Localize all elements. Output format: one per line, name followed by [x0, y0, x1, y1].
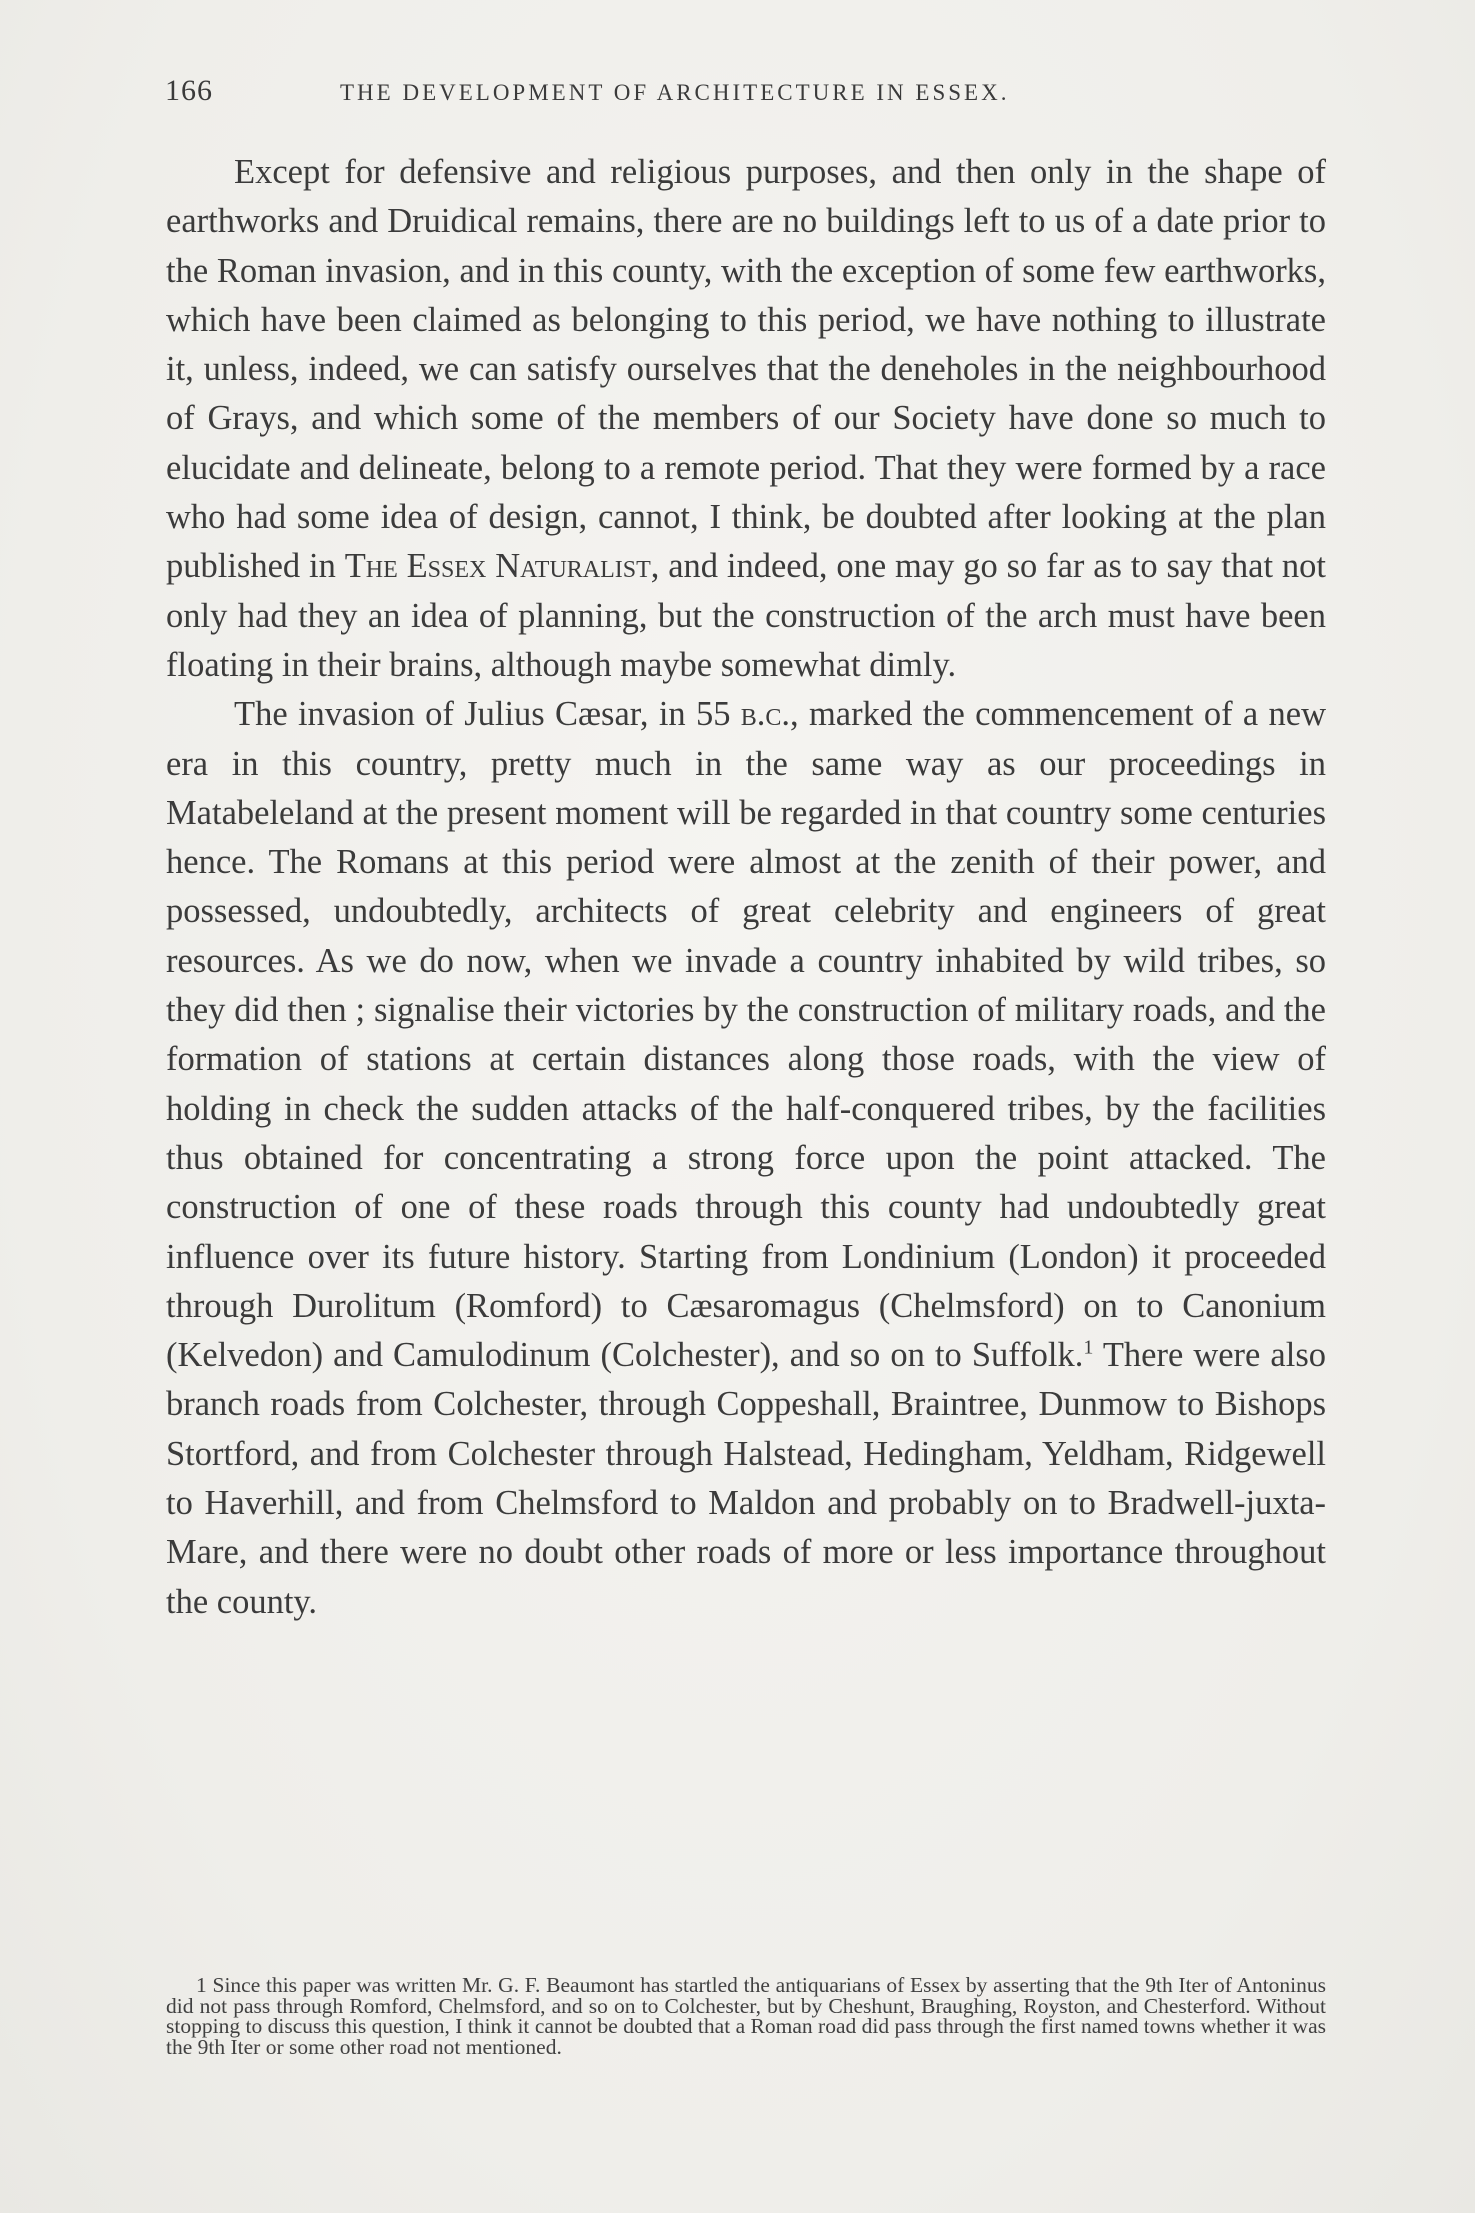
era-abbreviation: b.c.	[740, 695, 791, 734]
footnote-marker: 1	[196, 1973, 207, 1997]
footnote-text: Since this paper was written Mr. G. F. Beaumont has startled the antiquarians of Essex by asserting that the 9th Iter of Antoninus did not pass through Romford, Chelmsford, and so on to Colchester, but by Cheshunt, Braughing, Royston, and Chesterford. Without stopping to discuss this question, I think it cannot be doubted that a Roman road did pass through the first named towns whether it was the 9th Iter or some other road not mentioned.	[166, 1973, 1327, 2059]
paragraph-1-text-after: , and indeed, one may go so far as to say that not only had they an idea of planning, but the construction of the arch must have been floating in their brains, although maybe somewhat dimly.	[166, 547, 1326, 684]
footnote	[166, 1975, 1326, 2057]
page-number: 166	[165, 74, 213, 107]
journal-title: The Essex Naturalist	[344, 547, 651, 586]
paragraph-2-text-after: There were also branch roads from Colchester, through Coppeshall, Braintree, Dunmow to Bishops Stortford, and from Colchester through Halstead, Hedingham, Yeldham, Ridgewell to Haverhill, and from Chelmsford to Maldon and probably on to Bradwell-juxta-Mare, and there were no doubt other roads of more or less importance throughout the county.	[166, 1336, 1327, 1621]
footnote-reference[interactable]: 1	[1083, 1336, 1094, 1359]
paragraph-2-text-mid: , marked the commencement of a new era in this country, pretty much in the same way as our proceedings in Matabeleland at the present moment will be regarded in that country some centuries hence. The Romans at this period were almost at the zenith of their power, and possessed, undoubtedly, architects of great celebrity and engineers of great resources. As we do now, when we invade a country inhabited by wild tribes, so they did then ; signalise their victories by the construction of military roads, and the formation of stations at certain distances along those roads, with the view of holding in check the sudden attacks of the half-conquered tribes, by the facilities thus obtained for concentrating a strong force upon the point attacked. The construction of one of these roads through this county had undoubtedly great influence over its future history. Starting from Londinium (London) it proceeded through Durolitum (Romford) to Cæsaromagus (Chelmsford) on to Canonium (Kelvedon) and Camulodinum (Colchester), and so on to Suffolk.	[166, 695, 1327, 1375]
paragraph-2	[166, 690, 1326, 1627]
body-text	[166, 148, 1326, 1627]
paragraph-2-text-before: The invasion of Julius Cæsar, in 55	[234, 695, 741, 734]
paragraph-1	[166, 148, 1326, 690]
running-title: THE DEVELOPMENT OF ARCHITECTURE IN ESSEX.	[340, 80, 1010, 105]
footnote-paragraph	[166, 1975, 1326, 2057]
running-head	[165, 74, 1325, 114]
paragraph-1-text-before: Except for defensive and religious purposes, and then only in the shape of earthworks and Druidical remains, there are no buildings left to us of a date prior to the Roman invasion, and in this county, with the exception of some few earthworks, which have been claimed as belonging to this period, we have nothing to illustrate it, unless, indeed, we can satisfy ourselves that the deneholes in the neighbourhood of Grays, and which some of the members of our Society have done so much to elucidate and delineate, belong to a remote period. That they were formed by a race who had some idea of design, cannot, I think, be doubted after looking at the plan published in	[166, 153, 1326, 586]
